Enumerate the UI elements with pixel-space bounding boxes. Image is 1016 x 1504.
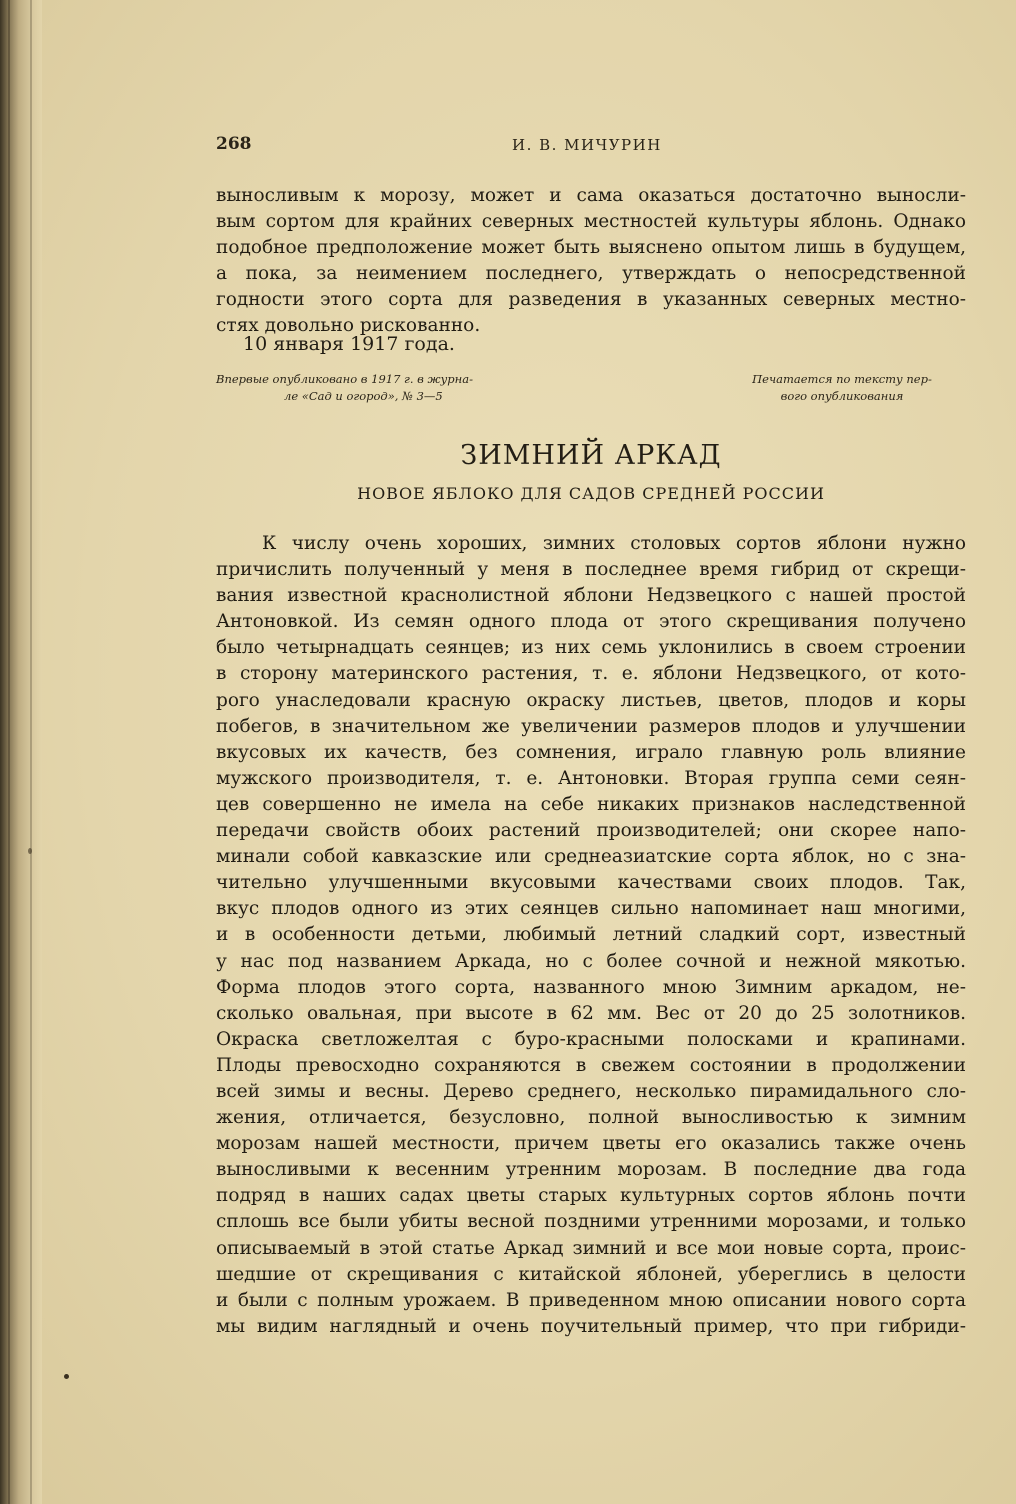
text-line: стях довольно рискованно. [216, 315, 481, 337]
text-line: вания известной краснолистной яблони Недзвецкого с нашей простой [216, 585, 966, 607]
text-line: морозам нашей местности, причем цветы его оказались также очень [216, 1133, 966, 1155]
text-line: описываемый в этой статье Аркад зимний и все мои новые сорта, проис- [216, 1237, 966, 1259]
note-line: ле «Сад и огород», № 3—5 [284, 389, 443, 403]
text-line: сколько овальная, при высоте в 62 мм. Вес от 20 до 25 золотников. [216, 1002, 966, 1024]
text-line: всей зимы и весны. Дерево среднего, несколько пирамидального сло- [216, 1080, 966, 1102]
text-line: К числу очень хороших, зимних столовых сортов яблони нужно [262, 533, 966, 554]
previous-article-text [216, 183, 966, 340]
publication-note [216, 371, 576, 405]
text-line: а пока, за неимением последнего, утверждать о непосредственной [216, 263, 966, 285]
text-line: в сторону материнского растения, т. е. яблони Недзвецкого, от кото- [216, 663, 966, 685]
text-line: у нас под названием Аркада, но с более сочной и нежной мякотью. [216, 950, 966, 972]
text-line: минали собой кавказские или среднеазиатские сорта яблок, но с зна- [216, 846, 966, 868]
note-line: Впервые опубликовано в 1917 г. в журна- [216, 372, 473, 386]
text-line: подряд в наших садах цветы старых культурных сортов яблонь почти [216, 1185, 966, 1207]
text-line: мужского производителя, т. е. Антоновки. Вторая группа семи сеян- [216, 767, 966, 789]
text-line: жения, отличается, безусловно, полной выносливостью к зимним [216, 1107, 966, 1129]
text-line: выносливыми к весенним утренним морозам. В последние два года [216, 1159, 966, 1181]
text-line: мы видим наглядный и очень поучительный пример, что при гибриди- [216, 1315, 966, 1337]
text-line: рого унаследовали красную окраску листьев, цветов, плодов и коры [216, 689, 966, 711]
text-line: годности этого сорта для разведения в указанных северных местно- [216, 289, 966, 311]
running-title: И. В. МИЧУРИН [512, 136, 662, 154]
spine-edge-line [8, 0, 10, 1504]
article-title: ЗИМНИЙ АРКАД [460, 440, 722, 471]
note-line: Печатается по тексту пер- [752, 372, 932, 386]
text-line: Форма плодов этого сорта, названного мною Зимним аркадом, не- [216, 976, 966, 998]
article-date: 10 января 1917 года. [243, 333, 455, 355]
page-header [216, 134, 966, 164]
text-line: чительно улучшенными вкусовыми качествами своих плодов. Так, [216, 872, 966, 894]
book-spine-shadow [0, 0, 42, 1504]
text-line: передачи свойств обоих растений производителей; они скорее напо- [216, 820, 966, 842]
paper-speck [64, 1374, 69, 1379]
text-line: шедшие от скрещивания с китайской яблоней, уберeглись в целости [216, 1263, 966, 1285]
text-line: цев совершенно не имела на себе никаких признаков наследственной [216, 793, 966, 815]
article-body [216, 531, 966, 1340]
text-line: и были с полным урожаем. В приведенном мною описании нового сорта [216, 1289, 966, 1311]
note-line: вого опубликования [780, 389, 904, 403]
text-line: причислить полученный у меня в последнее время гибрид от скрещи- [216, 559, 966, 581]
text-line: выносливым к морозу, может и сама оказаться достаточно выносли- [216, 185, 966, 206]
text-line: вкус плодов одного из этих сеянцев сильно напоминает наш многими, [216, 898, 966, 920]
text-line: побегов, в значительном же увеличении размеров плодов и улучшении [216, 715, 966, 737]
text-line: и в особенности детьми, любимый летний сладкий сорт, известный [216, 924, 966, 946]
source-note [712, 371, 972, 405]
text-line: вым сортом для крайних северных местностей культуры яблонь. Однако [216, 211, 966, 233]
text-line: Окраска светложелтая с буро-красными полосками и крапинами. [216, 1028, 966, 1050]
paper-speck [28, 848, 32, 854]
text-line: сплошь все были убиты весной поздними утренними морозами, и только [216, 1211, 966, 1233]
text-line: Плоды превосходно сохраняются в свежем состоянии в продолжении [216, 1054, 966, 1076]
text-line: подобное предположение может быть выяснено опытом лишь в будущем, [216, 237, 966, 259]
text-line: было четырнадцать сеянцев; из них семь уклонились в своем строении [216, 637, 966, 659]
text-line: Антоновкой. Из семян одного плода от этого скрещивания получено [216, 611, 966, 633]
text-line: вкусовых их качеств, без сомнения, играло главную роль влияние [216, 741, 966, 763]
spine-edge-line [30, 0, 32, 1504]
article-subtitle: НОВОЕ ЯБЛОКО ДЛЯ САДОВ СРЕДНЕЙ РОССИИ [357, 484, 825, 503]
page-number: 268 [216, 134, 252, 154]
